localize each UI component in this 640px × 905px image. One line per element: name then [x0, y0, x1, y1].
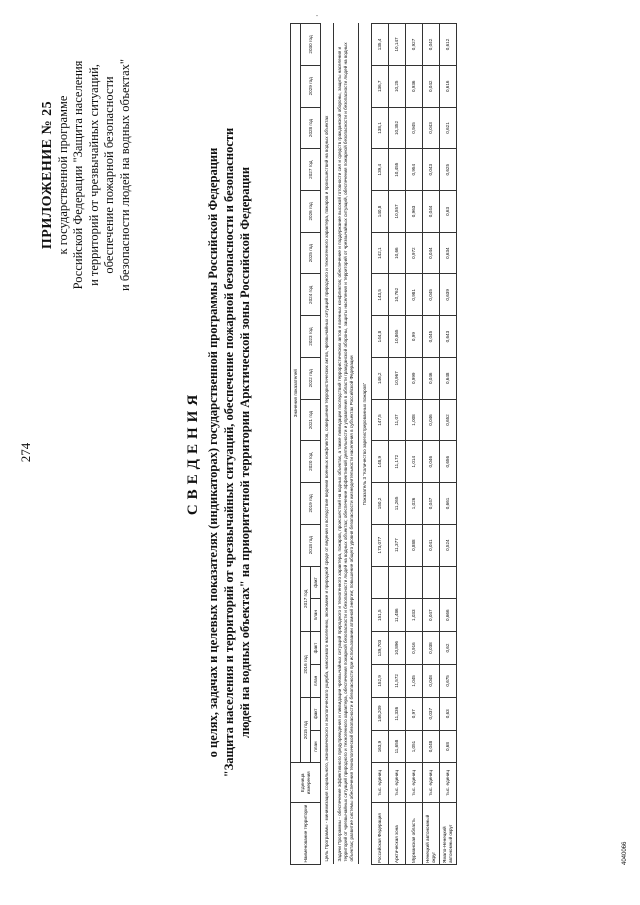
value-cell: 0,639	[440, 274, 457, 316]
value-cell: 142,1	[372, 232, 389, 274]
value-cell: 143,5	[372, 274, 389, 316]
value-cell: 0,037	[423, 697, 440, 730]
row-territory: Ямало-Ненецкий автономный округ	[440, 803, 457, 865]
value-cell: 11,658	[389, 730, 406, 763]
value-cell: 0,044	[423, 191, 440, 233]
appendix-line: Российской Федерации "Защита населения	[71, 60, 85, 290]
header-year-2028: 2028 год	[301, 107, 321, 149]
value-cell: 0,045	[423, 274, 440, 316]
value-cell: 0,043	[423, 149, 440, 191]
value-cell: 0,927	[406, 24, 423, 66]
value-cell: 11,172	[389, 441, 406, 483]
header-year-2023: 2023 год	[301, 316, 321, 358]
header-year-2021: 2021 год	[301, 399, 321, 441]
value-cell: 10,25	[389, 65, 406, 107]
value-cell: 146,2	[372, 357, 389, 399]
value-cell: 0,041	[423, 524, 440, 566]
value-cell: 0,936	[406, 65, 423, 107]
header-year-2026: 2026 год	[301, 191, 321, 233]
header-year-2030: 2030 год	[301, 24, 321, 66]
value-cell: 0,63	[440, 697, 457, 730]
value-cell: 138,1	[372, 107, 389, 149]
header-year-2020: 2020 год	[301, 441, 321, 483]
value-cell: 0,625	[440, 149, 457, 191]
header-plan: план	[311, 730, 321, 763]
appendix-line: обеспечение пожарной безопасности	[102, 76, 116, 274]
indicators-table	[290, 23, 457, 865]
row-territory: Мурманская область	[406, 803, 423, 865]
value-cell: 0,044	[423, 232, 440, 274]
value-cell: 163,9	[372, 730, 389, 763]
value-cell: 10,967	[389, 357, 406, 399]
value-cell: 10,455	[389, 149, 406, 191]
value-cell: 0,99	[406, 316, 423, 358]
appendix-line: и территорий от чрезвычайных ситуаций,	[86, 64, 101, 286]
value-cell: 147,5	[372, 399, 389, 441]
value-cell: 0,048	[423, 730, 440, 763]
appendix-line: к государственной программе	[55, 95, 70, 255]
row-territory: Российская Федерация	[372, 803, 389, 865]
value-cell: 0,524	[440, 524, 457, 566]
value-cell: 0,656	[440, 441, 457, 483]
value-cell: 151,5	[372, 599, 389, 632]
value-cell: 11,07	[389, 399, 406, 441]
header-fact: факт	[311, 697, 321, 730]
value-cell	[372, 566, 389, 599]
value-cell: 0,999	[406, 357, 423, 399]
value-cell: 10,557	[389, 191, 406, 233]
value-cell: 0,661	[440, 483, 457, 525]
table-row	[372, 24, 389, 865]
value-cell: 0,042	[423, 24, 440, 66]
value-cell: 0,63	[440, 191, 457, 233]
header-year-2025: 2025 год	[301, 232, 321, 274]
value-cell: 0,046	[423, 441, 440, 483]
value-cell: 150,2	[372, 483, 389, 525]
value-cell: 136,7	[372, 65, 389, 107]
header-year-2024: 2024 год	[301, 274, 321, 316]
value-cell: 0,97	[406, 697, 423, 730]
row-territory: Ненецкий автономный округ	[423, 803, 440, 865]
value-cell: 0,616	[440, 65, 457, 107]
header-unit: Единица измерения	[291, 763, 321, 803]
table-row	[406, 24, 423, 865]
value-cell: 0,972	[406, 232, 423, 274]
program-tasks: Задачи Программы - обеспечение эффективного предупреждения и ликвидации чрезвычайных ситуаций природного и техногенного характера, пожаров, происшествий на водных объектах, а также ликвидации последствий террористических актов и военных конфликтов; обеспечение и поддержание высокой готовности сил и средств гражданской обороны, защиты населения и территорий от чрезвычайных ситуаций природного и техногенного характера, обеспечения пожарной безопасности и безопасности людей на водных объектах; обеспечение эффективной деятельности и управления в области гражданской обороны, защиты населения и территорий от чрезвычайных ситуаций, обеспечения пожарной безопасности и безопасности людей на водных объектах; развитие системы обеспечения технологической безопасности и безопасности при использовании атомной энергии; повышение общего уровня безопасности жизнедеятельности населения в субъектах Российской Федерации	[334, 24, 359, 865]
value-cell: 0,954	[406, 149, 423, 191]
value-cell: 1,045	[406, 664, 423, 697]
value-cell: 0,043	[423, 107, 440, 149]
value-cell: 10,896	[389, 632, 406, 665]
value-cell: 0,045	[423, 316, 440, 358]
value-cell: 11,486	[389, 599, 406, 632]
value-cell: 0,046	[423, 357, 440, 399]
table-row	[389, 24, 406, 865]
value-cell: 0,042	[423, 65, 440, 107]
value-cell: 11,336	[389, 697, 406, 730]
value-cell: 0,048	[423, 664, 440, 697]
stray-mark: ·	[313, 14, 322, 17]
footer-code: 4040066	[622, 841, 628, 865]
header-year-2016: 2016 год	[301, 632, 311, 698]
value-cell: 1,051	[406, 730, 423, 763]
row-territory: Арктическая зона	[389, 803, 406, 865]
value-cell: 0,612	[440, 24, 457, 66]
header-year-2029: 2029 год	[301, 65, 321, 107]
value-cell: 139,703	[372, 632, 389, 665]
value-cell: 1,014	[406, 441, 423, 483]
value-cell	[406, 566, 423, 599]
subtitle-line: людей на водных объектах" на приоритетной территории Арктической зоны Российской Федерации	[238, 166, 252, 739]
value-cell: 1,026	[406, 483, 423, 525]
value-cell: 0,945	[406, 107, 423, 149]
value-cell: 0,621	[440, 107, 457, 149]
value-cell: 0,648	[440, 357, 457, 399]
value-cell: 0,643	[440, 316, 457, 358]
header-year-2015: 2015 год	[301, 697, 311, 763]
value-cell: 0,62	[440, 632, 457, 665]
appendix-header	[40, 5, 133, 345]
appendix-line: и безопасности людей на водных объектах"	[117, 59, 132, 291]
subtitle-line: "Защита населения и территорий от чрезвычайных ситуаций, обеспечение пожарной безопасности и безопасности	[222, 127, 236, 778]
value-cell: 11,265	[389, 483, 406, 525]
appendix-title: ПРИЛОЖЕНИЕ № 25	[40, 100, 55, 250]
header-year-2017: 2017 год	[301, 566, 311, 632]
table-row	[423, 24, 440, 865]
header-values: Значения показателей	[291, 24, 301, 763]
value-cell: 1,033	[406, 599, 423, 632]
subtitle-line: о целях, задачах и целевых показателях (индикаторах) государственной программы Российской Федерации	[206, 147, 220, 758]
value-cell: 10,352	[389, 107, 406, 149]
value-cell: 0,038	[423, 632, 440, 665]
value-cell: 0,047	[423, 483, 440, 525]
value-cell: 0,046	[423, 399, 440, 441]
header-territory: Наименование территории	[291, 803, 321, 865]
value-cell: 0,963	[406, 191, 423, 233]
value-cell: 0,675	[440, 664, 457, 697]
header-year-2027: 2027 год	[301, 149, 321, 191]
value-cell: 144,8	[372, 316, 389, 358]
indicator-title: Показатель 3 "Количество зарегистрированных пожаров"	[359, 24, 372, 865]
value-cell: 10,865	[389, 316, 406, 358]
value-cell: 148,9	[372, 441, 389, 483]
row-unit: тыс. единиц	[440, 763, 457, 803]
value-cell: 1,008	[406, 399, 423, 441]
header-year-2019: 2019 год	[301, 483, 321, 525]
value-cell: 140,8	[372, 191, 389, 233]
value-cell: 0,666	[440, 599, 457, 632]
value-cell	[389, 566, 406, 599]
header-fact: факт	[311, 566, 321, 599]
header-fact: факт	[311, 632, 321, 665]
value-cell: 0,634	[440, 232, 457, 274]
table-row	[440, 24, 457, 865]
value-cell: 0,68	[440, 730, 457, 763]
value-cell: 11,377	[389, 524, 406, 566]
row-unit: тыс. единиц	[389, 763, 406, 803]
document-subtitle	[205, 40, 253, 865]
header-year-2022: 2022 год	[301, 357, 321, 399]
value-cell: 10,147	[389, 24, 406, 66]
value-cell: 139,4	[372, 149, 389, 191]
row-unit: тыс. единиц	[372, 763, 389, 803]
value-cell	[423, 566, 440, 599]
value-cell: 0,652	[440, 399, 457, 441]
row-unit: тыс. единиц	[406, 763, 423, 803]
value-cell: 10,762	[389, 274, 406, 316]
value-cell: 135,4	[372, 24, 389, 66]
value-cell: 146,209	[372, 697, 389, 730]
value-cell: 10,66	[389, 232, 406, 274]
header-year-2018: 2018 год	[301, 524, 321, 566]
header-plan: план	[311, 664, 321, 697]
value-cell	[440, 566, 457, 599]
value-cell: 0,916	[406, 632, 423, 665]
header-plan: план	[311, 599, 321, 632]
program-goal: Цель Программы - минимизация социального, экономического и экологического ущерба, наносимого населению, экономике и природной среде от ведения и вследствие ведения военных конфликтов, совершения террористических актов, чрезвычайных ситуаций природного и техногенного характера, пожаров и происшествий на водных объектах	[321, 24, 334, 865]
value-cell: 152,9	[372, 664, 389, 697]
document-title: СВЕДЕНИЯ	[185, 389, 201, 516]
row-unit: тыс. единиц	[423, 763, 440, 803]
value-cell: 173,077	[372, 524, 389, 566]
value-cell: 0,981	[406, 274, 423, 316]
value-cell: 0,888	[406, 524, 423, 566]
value-cell: 11,572	[389, 664, 406, 697]
value-cell: 0,047	[423, 599, 440, 632]
page-number: 274	[18, 442, 33, 463]
